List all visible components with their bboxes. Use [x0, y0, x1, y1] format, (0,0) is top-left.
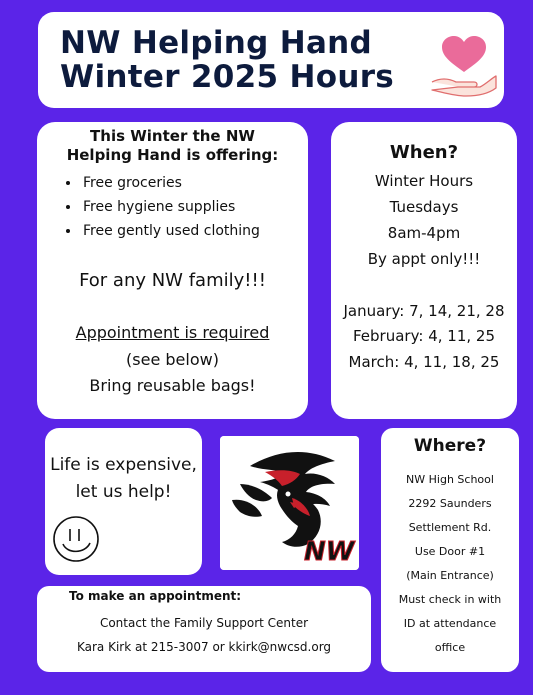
life-text — [45, 452, 202, 506]
life-card — [45, 428, 202, 575]
offer-heading-line-1: This Winter the NW — [90, 127, 255, 145]
when-month: March: 4, 11, 18, 25 — [348, 353, 500, 371]
list-item: • Free groceries — [81, 171, 260, 195]
where-line: (Main Entrance) — [406, 569, 494, 582]
title-line-1: NW Helping Hand — [60, 25, 373, 61]
logo-card — [220, 436, 359, 570]
where-details — [381, 468, 519, 660]
offer-heading-line-2: Helping Hand is offering: — [66, 146, 279, 164]
when-title: When? — [389, 142, 459, 163]
where-line: ID at attendance — [403, 617, 497, 630]
where-line: 2292 Saunders — [408, 497, 492, 510]
life-line-1: Life is expensive, — [50, 455, 197, 475]
offer-list — [61, 171, 260, 243]
when-line: By appt only!!! — [367, 250, 481, 268]
offer-card — [37, 122, 308, 419]
list-item: • Free hygiene supplies — [81, 195, 260, 219]
logo-text: NW — [304, 537, 355, 567]
heart-hand-icon — [430, 32, 498, 98]
title-line-2: Winter 2025 Hours — [60, 59, 395, 95]
smiley-icon — [51, 514, 101, 564]
appointment-card — [37, 586, 371, 672]
hawk-logo — [220, 436, 359, 570]
family-line: For any NW family!!! — [79, 270, 266, 291]
where-line: NW High School — [406, 473, 494, 486]
appointment-title: To make an appointment: — [69, 589, 242, 603]
when-line: Winter Hours — [374, 172, 474, 190]
title-card — [38, 12, 504, 108]
where-line: Settlement Rd. — [408, 521, 492, 534]
see-below: (see below) — [126, 350, 219, 369]
where-title: Where? — [413, 436, 487, 456]
where-line: Use Door #1 — [414, 545, 486, 558]
offer-heading — [37, 127, 308, 165]
appointment-details: Kara Kirk at 215-3007 or kkirk@nwcsd.org — [76, 640, 332, 654]
list-item: • Free gently used clothing — [81, 219, 260, 243]
when-card — [331, 122, 517, 419]
where-card — [381, 428, 519, 672]
life-line-2: let us help! — [75, 482, 172, 502]
when-month: February: 4, 11, 25 — [353, 327, 495, 345]
when-line: Tuesdays — [389, 198, 459, 216]
appointment-required: Appointment is required — [75, 323, 270, 342]
bring-bags: Bring reusable bags! — [89, 376, 256, 395]
page-title — [60, 26, 394, 94]
when-month: January: 7, 14, 21, 28 — [343, 302, 505, 320]
where-line: office — [434, 641, 466, 654]
appointment-contact: Contact the Family Support Center — [99, 616, 309, 630]
where-line: Must check in with — [398, 593, 502, 606]
when-line: 8am-4pm — [387, 224, 461, 242]
